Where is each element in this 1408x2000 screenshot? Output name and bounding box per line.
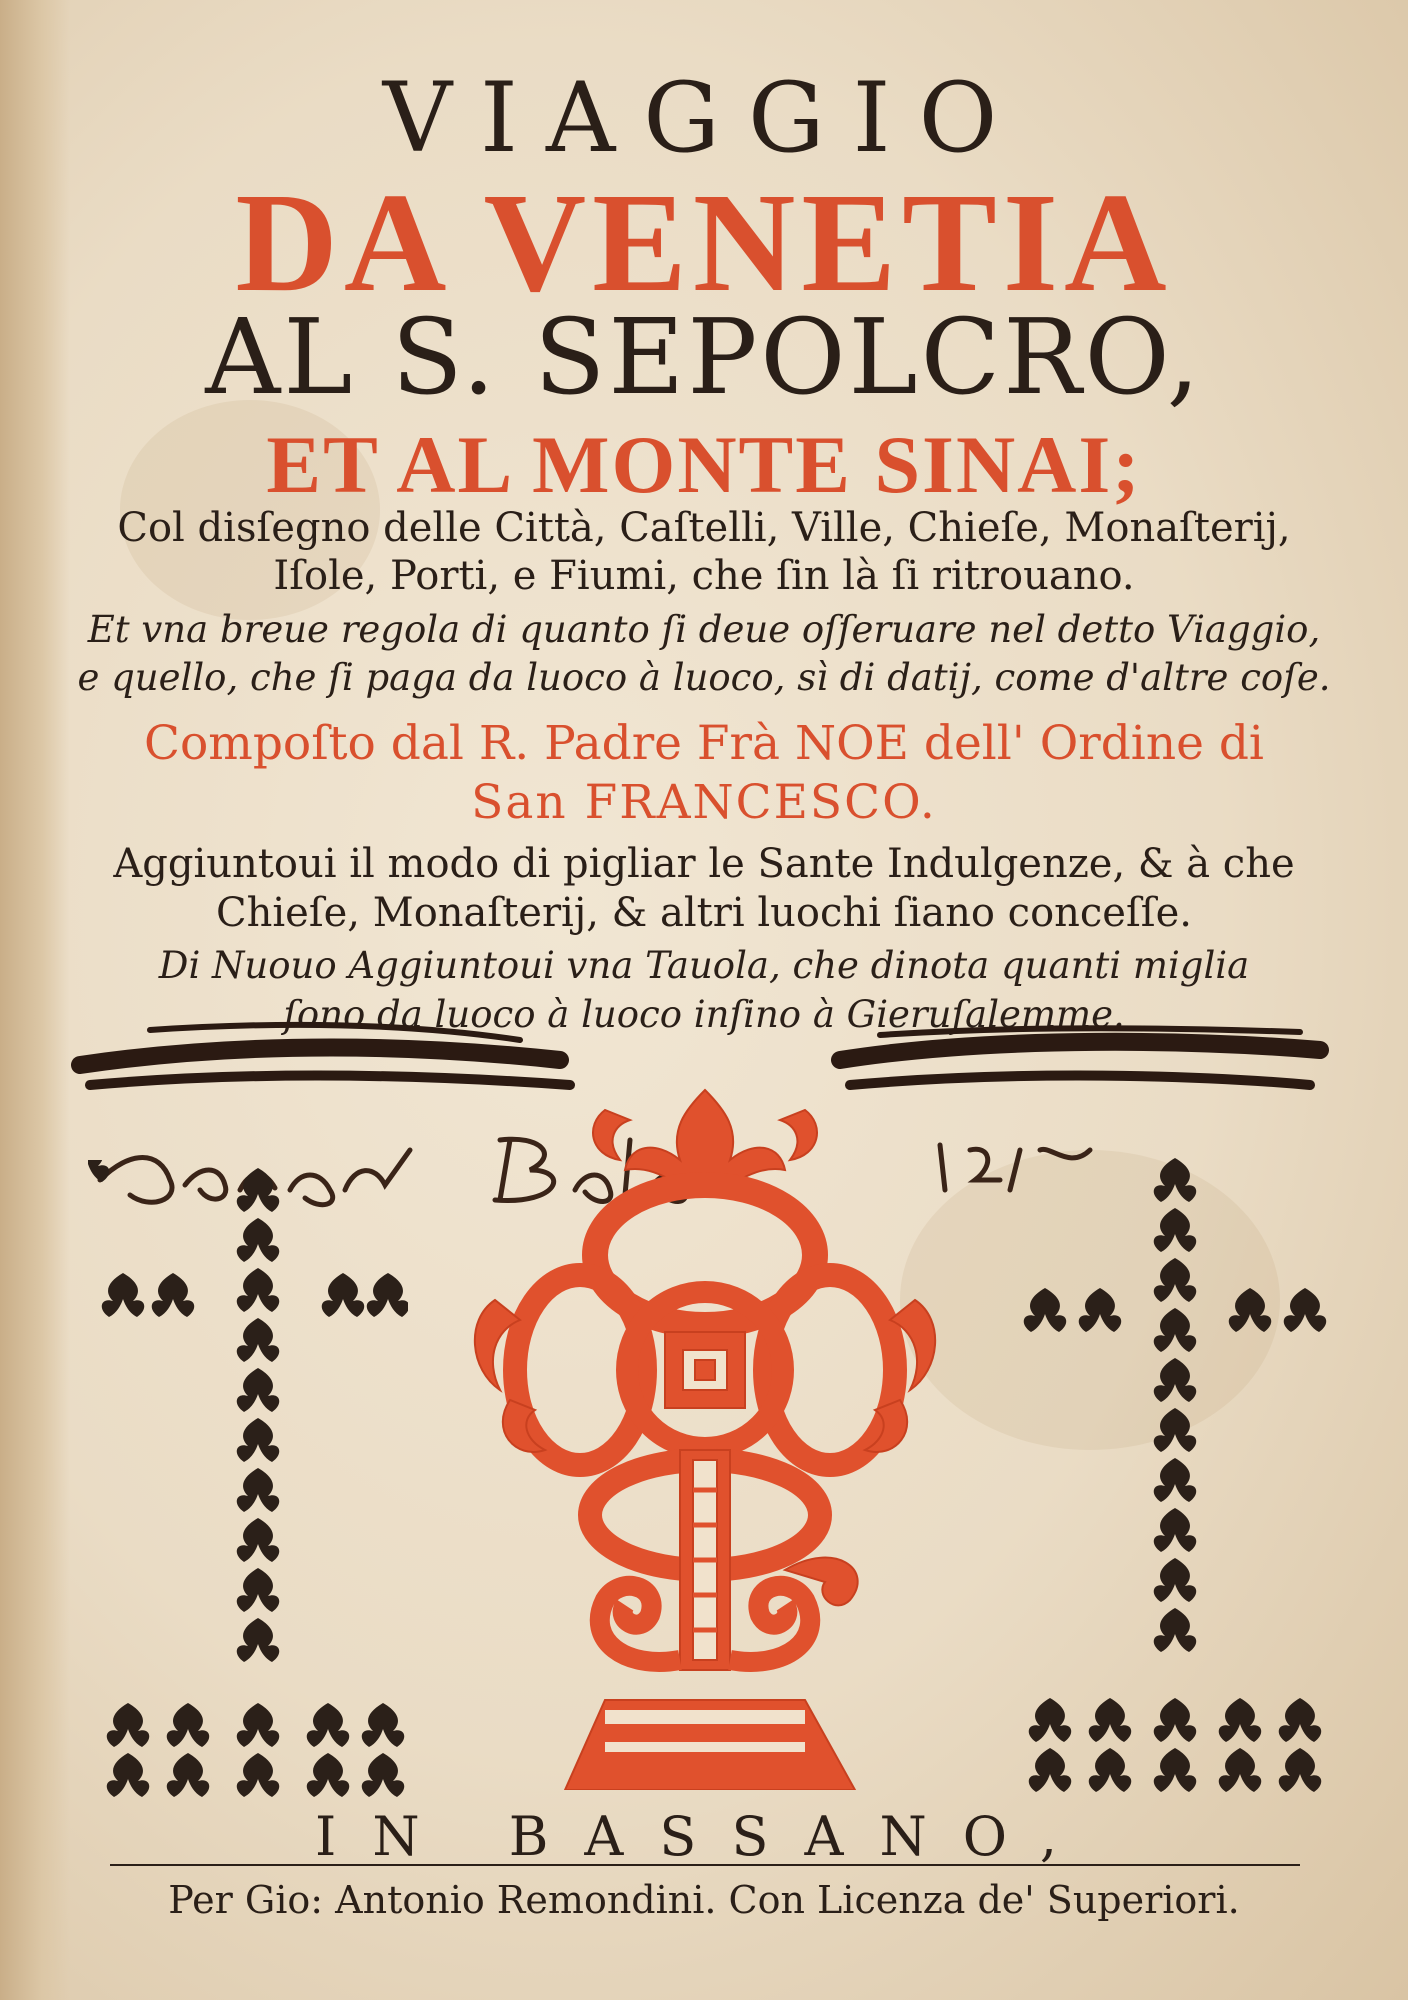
title-line-al-s-sepolcro: AL S. SEPOLCRO, bbox=[205, 296, 1203, 418]
imprint-rule bbox=[110, 1862, 1300, 1868]
description-line: Iſole, Porti, e Fiumi, che ſin là ſi ritrouano. bbox=[273, 553, 1135, 599]
italic-addition-line: ſono da luoco à luoco inſino à Gieruſalemme. bbox=[283, 993, 1125, 1036]
author-line: San FRANCESCO. bbox=[471, 775, 937, 830]
description-line: Col disſegno delle Città, Caſtelli, Ville, Chieſe, Monaſterij, bbox=[117, 505, 1291, 551]
italic-description-line: Et vna breue regola di quanto ſi deue oſſeruare nel detto Viaggio, bbox=[87, 608, 1321, 651]
title-line-viaggio: VIAGGIO bbox=[382, 62, 1026, 174]
addition-line: Aggiuntoui il modo di pigliar le Sante Indulgenze, & à che bbox=[113, 841, 1295, 887]
imprint-place: IN BASSANO, bbox=[315, 1805, 1093, 1868]
right-black-cross-ornament bbox=[1010, 1150, 1340, 1800]
author-line: Compoſto dal R. Padre Frà NOE dell' Ordine di bbox=[144, 716, 1264, 771]
italic-description-line: e quello, che ſi paga da luoco à luoco, sì di datij, come d'altre coſe. bbox=[77, 656, 1331, 699]
italic-addition-line: Di Nuouo Aggiuntoui vna Tauola, che dinota quanti miglia bbox=[158, 944, 1250, 987]
addition-line: Chieſe, Monaſterij, & altri luochi ſiano conceſſe. bbox=[216, 890, 1192, 936]
title-line-monte-sinai: ET AL MONTE SINAI; bbox=[266, 419, 1142, 510]
imprint-printer: Per Gio: Antonio Remondini. Con Licenza de' Superiori. bbox=[168, 1878, 1240, 1922]
title-line-da-venetia: DA VENETIA bbox=[235, 163, 1173, 321]
left-black-cross-ornament bbox=[88, 1160, 408, 1800]
red-woodcut-printer-device bbox=[455, 1070, 975, 1790]
